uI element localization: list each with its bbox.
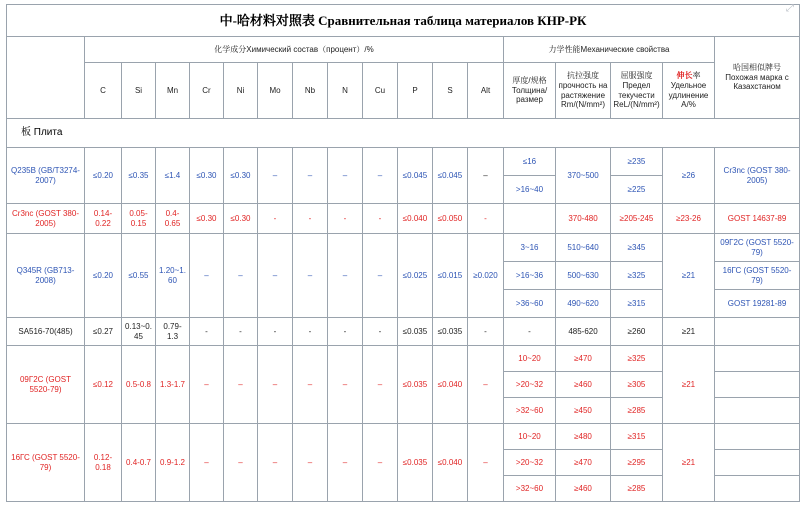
- chem-cell: –: [293, 234, 328, 318]
- yield-strength-header: 屈服强度Предел текучести ReL/(N/mm²): [611, 63, 663, 119]
- element-header-n: N: [328, 63, 363, 119]
- chem-cell: 0.4-0.7: [122, 424, 156, 502]
- element-header-mo: Mo: [258, 63, 293, 119]
- tensile-cell: 370~500: [556, 148, 611, 204]
- element-header-si: Si: [122, 63, 156, 119]
- chem-cell: 0.14-0.22: [85, 204, 122, 234]
- element-header-mn: Mn: [156, 63, 190, 119]
- thickness-cell: 10~20: [504, 346, 556, 372]
- thickness-cell: 3~16: [504, 234, 556, 262]
- chem-cell: ≤0.025: [398, 234, 433, 318]
- chem-cell: ≤0.12: [85, 346, 122, 424]
- elongation-header: 伸长率Удельное удлинение A/%: [663, 63, 715, 119]
- chem-cell: –: [328, 234, 363, 318]
- chem-cell: -: [363, 318, 398, 346]
- chem-cell: –: [190, 346, 224, 424]
- chem-cell: -: [258, 204, 293, 234]
- equivalent-cell: 16ГС (GOST 5520-79): [715, 262, 800, 290]
- element-header-nb: Nb: [293, 63, 328, 119]
- chem-cell: ≤0.040: [398, 204, 433, 234]
- equivalent-cell: GOST 19281-89: [715, 290, 800, 318]
- page-title: 中-哈材料对照表 Сравнительная таблица материалов КНР-РК: [7, 5, 800, 37]
- chem-cell: ≤0.035: [398, 424, 433, 502]
- chem-cell: ≤0.20: [85, 234, 122, 318]
- chem-composition-header: 化学成分Химический состав（процент）/%: [85, 37, 504, 63]
- chem-cell: ≤0.27: [85, 318, 122, 346]
- chem-cell: ≤0.035: [398, 346, 433, 424]
- chem-cell: –: [328, 148, 363, 204]
- thickness-cell: >16~36: [504, 262, 556, 290]
- yield-cell: ≥260: [611, 318, 663, 346]
- thickness-cell: >32~60: [504, 476, 556, 502]
- chem-cell: 0.5-0.8: [122, 346, 156, 424]
- yield-cell: ≥325: [611, 346, 663, 372]
- tensile-cell: ≥470: [556, 346, 611, 372]
- chem-cell: –: [468, 148, 504, 204]
- yield-cell: ≥285: [611, 476, 663, 502]
- chem-cell: 0.13~0.45: [122, 318, 156, 346]
- chem-cell: -: [293, 204, 328, 234]
- chem-cell: ≤0.045: [433, 148, 468, 204]
- tensile-strength-header: 抗拉强度прочность на растяжение Rm/(N/mm²): [556, 63, 611, 119]
- chem-cell: ≤0.30: [190, 204, 224, 234]
- yield-cell: ≥345: [611, 234, 663, 262]
- chem-cell: –: [224, 346, 258, 424]
- tensile-cell: 500~630: [556, 262, 611, 290]
- chem-cell: ≤0.040: [433, 424, 468, 502]
- grade-09g2s: 09Г2С (GOST 5520-79): [7, 346, 85, 424]
- equivalent-cell: GOST 14637-89: [715, 204, 800, 234]
- chem-cell: –: [224, 234, 258, 318]
- materials-comparison-sheet: [6, 4, 794, 502]
- grade-q235b: Q235B (GB/T3274-2007): [7, 148, 85, 204]
- yield-cell: ≥305: [611, 372, 663, 398]
- chem-cell: –: [328, 346, 363, 424]
- chem-cell: –: [328, 424, 363, 502]
- tensile-cell: 370-480: [556, 204, 611, 234]
- chem-cell: 0.4-0.65: [156, 204, 190, 234]
- grade-cr3nc: Cr3nc (GOST 380-2005): [7, 204, 85, 234]
- yield-cell: ≥285: [611, 398, 663, 424]
- expand-icon[interactable]: ⤢: [786, 3, 794, 14]
- elongation-cell: ≥21: [663, 318, 715, 346]
- chem-cell: –: [258, 148, 293, 204]
- chem-cell: ≤0.045: [398, 148, 433, 204]
- chem-cell: –: [468, 424, 504, 502]
- equivalent-cell: [715, 398, 800, 424]
- element-header-c: C: [85, 63, 122, 119]
- grade-sa516: SA516-70(485): [7, 318, 85, 346]
- chem-cell: -: [190, 318, 224, 346]
- chem-cell: -: [293, 318, 328, 346]
- thickness-cell: >32~60: [504, 398, 556, 424]
- chem-cell: 1.3-1.7: [156, 346, 190, 424]
- elongation-cell: ≥21: [663, 424, 715, 502]
- tensile-cell: ≥450: [556, 398, 611, 424]
- chem-cell: –: [258, 424, 293, 502]
- equivalent-cell: [715, 424, 800, 450]
- thickness-header: 厚度/规格 Толщина/размер: [504, 63, 556, 119]
- chem-cell: ≤0.035: [398, 318, 433, 346]
- element-header-s: S: [433, 63, 468, 119]
- equivalent-cell: [715, 318, 800, 346]
- elongation-cell: ≥23-26: [663, 204, 715, 234]
- chem-cell: –: [190, 234, 224, 318]
- chem-cell: ≤0.035: [433, 318, 468, 346]
- thickness-cell: >20~32: [504, 450, 556, 476]
- elongation-cell: ≥21: [663, 234, 715, 318]
- chem-cell: –: [190, 424, 224, 502]
- element-header-cr: Cr: [190, 63, 224, 119]
- equivalent-cell: [715, 372, 800, 398]
- equivalent-cell: Cr3nc (GOST 380-2005): [715, 148, 800, 204]
- mechanical-properties-header: 力学性能Механические свойства: [504, 37, 715, 63]
- tensile-cell: 490~620: [556, 290, 611, 318]
- chem-cell: –: [224, 424, 258, 502]
- element-header-p: P: [398, 63, 433, 119]
- chem-cell: ≤0.30: [224, 204, 258, 234]
- chem-cell: –: [363, 346, 398, 424]
- chem-cell: –: [363, 234, 398, 318]
- chem-cell: –: [293, 148, 328, 204]
- thickness-cell: ≤16: [504, 148, 556, 176]
- elongation-cell: ≥21: [663, 346, 715, 424]
- chem-cell: –: [258, 234, 293, 318]
- chem-cell: -: [224, 318, 258, 346]
- chem-cell: -: [468, 204, 504, 234]
- thickness-cell: >20~32: [504, 372, 556, 398]
- equivalent-cell: 09Г2С (GOST 5520-79): [715, 234, 800, 262]
- chem-cell: 0.05-0.15: [122, 204, 156, 234]
- chem-cell: –: [293, 424, 328, 502]
- chem-cell: ≤0.30: [190, 148, 224, 204]
- tensile-cell: ≥470: [556, 450, 611, 476]
- chem-cell: ≤0.30: [224, 148, 258, 204]
- materials-table: [6, 4, 800, 502]
- elongation-cell: ≥26: [663, 148, 715, 204]
- chem-cell: –: [468, 346, 504, 424]
- chem-cell: –: [258, 346, 293, 424]
- yield-cell: ≥295: [611, 450, 663, 476]
- yield-cell: ≥315: [611, 424, 663, 450]
- equivalent-cell: [715, 450, 800, 476]
- chem-cell: ≤1.4: [156, 148, 190, 204]
- tensile-cell: ≥460: [556, 372, 611, 398]
- section-title: 板 Плита: [7, 119, 800, 148]
- equivalent-cell: [715, 476, 800, 502]
- chem-cell: 0.12-0.18: [85, 424, 122, 502]
- tensile-cell: ≥460: [556, 476, 611, 502]
- chem-cell: 0.9-1.2: [156, 424, 190, 502]
- grade-header: [7, 37, 85, 119]
- yield-cell: ≥205-245: [611, 204, 663, 234]
- grade-q345r: Q345R (GB713-2008): [7, 234, 85, 318]
- thickness-cell: >36~60: [504, 290, 556, 318]
- chem-cell: -: [363, 204, 398, 234]
- element-header-cu: Cu: [363, 63, 398, 119]
- yield-cell: ≥225: [611, 176, 663, 204]
- chem-cell: -: [468, 318, 504, 346]
- thickness-cell: -: [504, 318, 556, 346]
- chem-cell: ≤0.040: [433, 346, 468, 424]
- thickness-cell: >16~40: [504, 176, 556, 204]
- tensile-cell: 510~640: [556, 234, 611, 262]
- equivalent-cell: [715, 346, 800, 372]
- chem-cell: -: [328, 318, 363, 346]
- chem-cell: -: [258, 318, 293, 346]
- grade-16gs: 16ГС (GOST 5520-79): [7, 424, 85, 502]
- kazakh-equivalent-header: 哈国相似牌号Похожая марка с Казахстаном: [715, 37, 800, 119]
- chem-cell: ≤0.35: [122, 148, 156, 204]
- chem-cell: –: [293, 346, 328, 424]
- chem-cell: ≤0.20: [85, 148, 122, 204]
- thickness-cell: 10~20: [504, 424, 556, 450]
- yield-cell: ≥235: [611, 148, 663, 176]
- chem-cell: ≤0.015: [433, 234, 468, 318]
- chem-cell: –: [363, 148, 398, 204]
- chem-cell: 1.20~1.60: [156, 234, 190, 318]
- element-header-ni: Ni: [224, 63, 258, 119]
- yield-cell: ≥325: [611, 262, 663, 290]
- tensile-cell: ≥480: [556, 424, 611, 450]
- element-header-alt: Alt: [468, 63, 504, 119]
- chem-cell: ≤0.55: [122, 234, 156, 318]
- tensile-cell: 485-620: [556, 318, 611, 346]
- chem-cell: 0.79-1.3: [156, 318, 190, 346]
- chem-cell: -: [328, 204, 363, 234]
- chem-cell: ≥0.020: [468, 234, 504, 318]
- thickness-cell: [504, 204, 556, 234]
- chem-cell: –: [363, 424, 398, 502]
- chem-cell: ≤0.050: [433, 204, 468, 234]
- yield-cell: ≥315: [611, 290, 663, 318]
